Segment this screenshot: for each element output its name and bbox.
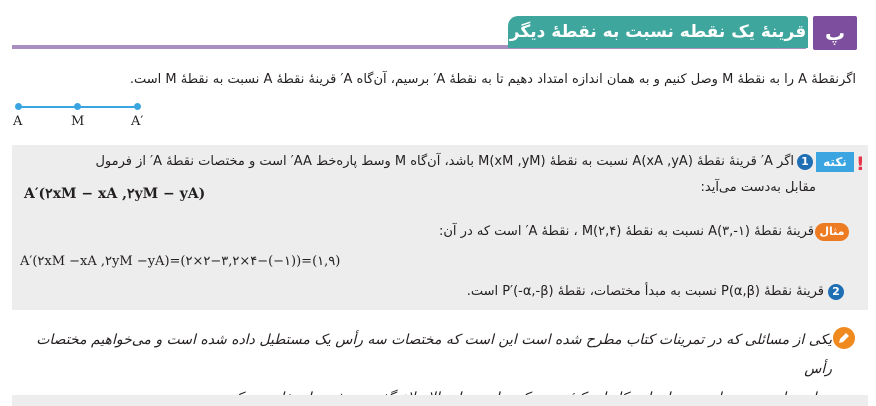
note-item2-text: قرینهٔ نقطهٔ P(α,β) نسبت به مبدأ مختصات، نقطهٔ P′(-α,-β) است. — [466, 284, 824, 299]
example-text: قرینهٔ نقطهٔ A(۳,-۱) نسبت به نقطهٔ M(۲,۴) ، نقطهٔ A′ است که در آن: — [439, 224, 814, 239]
tip-paragraph — [12, 326, 832, 406]
tip-line1: یکی از مسائلی که در تمرینات کتاب مطرح شده است این است که مختصات سه رأس یک مستطیل داده شده است و می‌خواهیم مختصات رأس — [36, 332, 832, 377]
point-a-dot — [15, 103, 22, 110]
label-a-prime: A′ — [131, 114, 144, 129]
point-a-prime-dot — [134, 103, 141, 110]
item-number-1: 1 — [797, 154, 813, 170]
item-number-2: 2 — [828, 284, 844, 300]
label-a: A — [13, 114, 23, 129]
next-box-edge — [12, 395, 868, 406]
section-badge: پ — [813, 16, 857, 50]
formula: A′(۲xM − xA ,۲yM − yA) — [24, 186, 206, 202]
point-m-dot — [74, 103, 81, 110]
example-tag: مثال — [815, 223, 849, 241]
intro-paragraph: اگرنقطهٔ A را به نقطهٔ M وصل کنیم و به همان اندازه امتداد دهیم تا به نقطهٔ A′ برسیم، آن‌گاه A′ قرینهٔ نقطهٔ A نسبت به نقطهٔ M است. — [129, 72, 856, 87]
example-calculation: A′(۲xM −xA ,۲yM −yA)=(۲×۲−۳,۲×۴−(−۱))=(۱,۹) — [20, 254, 341, 269]
note-item1-line2: مقابل به‌دست می‌آید: — [700, 180, 816, 195]
section-title-box — [508, 16, 808, 48]
section-title: قرینهٔ یک نقطه نسبت به نقطهٔ دیگر — [509, 22, 807, 42]
pen-icon — [833, 327, 855, 349]
exclamation-icon: ! — [856, 153, 865, 175]
note-tag: نکته — [816, 152, 854, 172]
label-m: M — [71, 114, 85, 129]
note-item1-line1: اگر A′ قرینهٔ نقطهٔ A(xA ,yA) نسبت به نقطهٔ M(xM ,yM) باشد، آن‌گاه M وسط پاره‌خط AA′ است و مختصات نقطهٔ A′ از فرمول — [95, 154, 794, 169]
